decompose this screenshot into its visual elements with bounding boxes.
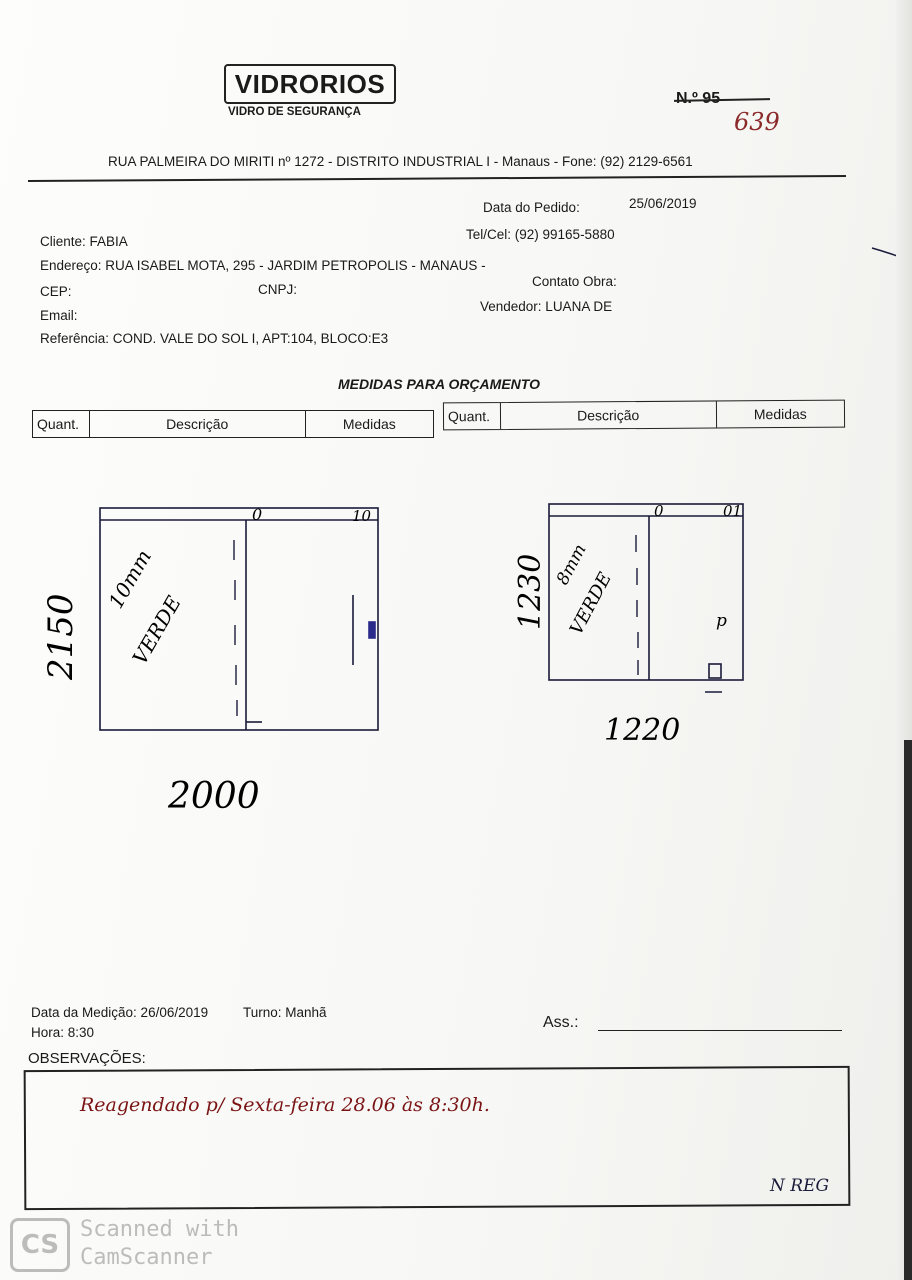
seller-field: Vendedor: LUANA DE xyxy=(480,299,613,314)
measurement-shift: Turno: Manhã xyxy=(243,1005,327,1020)
column-quantity: Quant. xyxy=(444,403,501,429)
right-thickness-note: 8mm xyxy=(552,540,591,589)
phone-field: Tel/Cel: (92) 99165-5880 xyxy=(466,227,615,242)
cep-field: CEP: xyxy=(40,284,72,299)
right-mark-01: 01 xyxy=(723,502,743,520)
signature-label: Ass.: xyxy=(543,1014,579,1031)
cnpj-field: CNPJ: xyxy=(258,282,298,297)
right-window-sketch xyxy=(549,504,743,692)
email-field: Email: xyxy=(40,308,78,323)
measurement-date: Data da Medição: 26/06/2019 xyxy=(31,1005,209,1020)
background-edge xyxy=(904,740,912,1280)
contact-field: Contato Obra: xyxy=(532,274,617,289)
left-color-note: VERDE xyxy=(127,591,186,669)
company-tagline: VIDRO DE SEGURANÇA xyxy=(228,106,361,118)
left-width-dimension: 2000 xyxy=(168,776,260,817)
left-height-dimension: 2150 xyxy=(41,593,81,680)
watermark-line-1: Scanned with xyxy=(80,1217,239,1242)
observation-mark: N REG xyxy=(770,1176,830,1196)
reference-field: Referência: COND. VALE DO SOL I, APT:104, BLOCO:E3 xyxy=(40,331,389,346)
measurements-title: MEDIDAS PARA ORÇAMENTO xyxy=(338,376,540,392)
order-date-value: 25/06/2019 xyxy=(629,196,697,211)
observations-box xyxy=(24,1066,851,1210)
watermark-line-2: CamScanner xyxy=(80,1245,213,1270)
left-mark-10: 10 xyxy=(352,507,372,525)
company-address: RUA PALMEIRA DO MIRITI nº 1272 - DISTRITO INDUSTRIAL I - Manaus - Fone: (92) 2129-6561 xyxy=(108,154,693,169)
observation-note: Reagendado p/ Sexta-feira 28.06 às 8:30h. xyxy=(80,1094,490,1116)
camscanner-icon: CS xyxy=(10,1218,70,1272)
right-mark-o: 0 xyxy=(654,502,664,520)
column-description: Descrição xyxy=(501,401,717,429)
right-mark-p: p xyxy=(716,611,727,631)
right-width-dimension: 1220 xyxy=(604,713,681,748)
left-mark-o: 0 xyxy=(252,505,263,524)
measurement-time: Hora: 8:30 xyxy=(31,1025,95,1040)
right-height-dimension: 1230 xyxy=(513,553,548,630)
observations-label: OBSERVAÇÕES: xyxy=(28,1050,146,1067)
form-number: N.º 95 xyxy=(676,90,721,107)
watermark-text xyxy=(80,1216,239,1272)
client-field: Cliente: FABIA xyxy=(40,234,128,249)
form-number-handwritten: 639 xyxy=(734,108,780,136)
column-measures: Medidas xyxy=(753,405,807,423)
right-color-note: VERDE xyxy=(565,569,616,639)
scanner-watermark xyxy=(10,1214,240,1276)
column-description: Descrição xyxy=(90,411,306,437)
left-window-sketch xyxy=(100,508,378,730)
column-quantity: Quant. xyxy=(33,411,90,437)
company-logo: VIDRORIOS xyxy=(224,64,396,104)
address-field: Endereço: RUA ISABEL MOTA, 295 - JARDIM PETROPOLIS - MANAUS - xyxy=(40,258,486,273)
order-date-label: Data do Pedido: xyxy=(483,200,580,215)
signature-line xyxy=(598,1030,842,1031)
column-measures: Medidas xyxy=(342,416,396,432)
left-thickness-note: 10mm xyxy=(103,545,157,613)
